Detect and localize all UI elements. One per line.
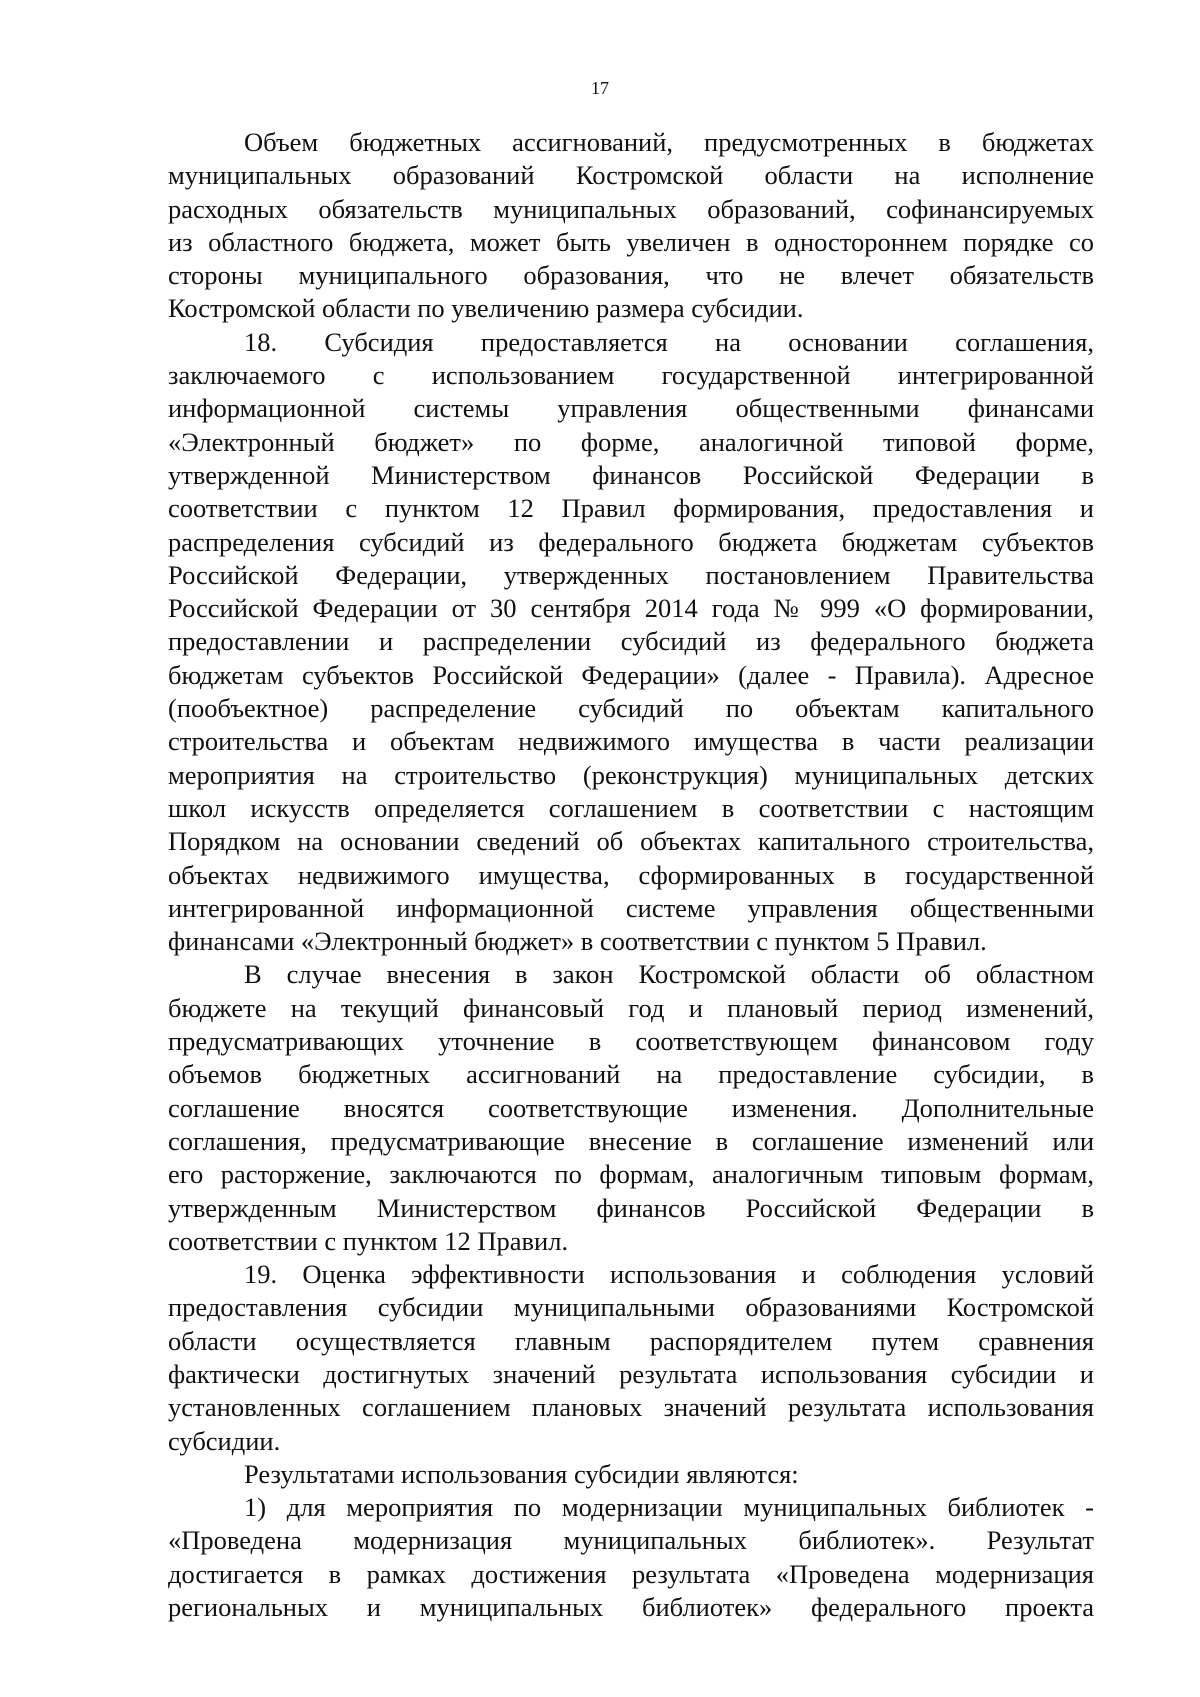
paragraph-list-item-1 (168, 1491, 1094, 1624)
text-line: Порядком на основании сведений об объектах капитального строительства, (168, 826, 1094, 857)
document-body (168, 126, 1094, 1624)
text-line: «Электронный бюджет» по форме, аналогичной типовой форме, (168, 426, 1094, 457)
text-line: школ искусств определяется соглашением в соответствии с настоящим (168, 792, 1094, 823)
text-line: Российской Федерации, утвержденных постановлением Правительства (168, 559, 1094, 590)
text-line: предусматривающих уточнение в соответствующем финансовом году (168, 1026, 1094, 1057)
text-line: распределения субсидий из федерального бюджета бюджетам субъектов (168, 526, 1094, 557)
text-line: области осуществляется главным распорядителем путем сравнения (168, 1325, 1094, 1356)
paragraph-results-intro (168, 1458, 1094, 1491)
text-line: достигается в рамках достижения результата «Проведена модернизация (168, 1558, 1094, 1589)
text-line: мероприятия на строительство (реконструкция) муниципальных детских (168, 759, 1094, 790)
text-line: соглашение вносятся соответствующие изменения. Дополнительные (168, 1092, 1094, 1123)
page-number: 17 (591, 78, 609, 98)
text-line: 19. Оценка эффективности использования и соблюдения условий (244, 1259, 1094, 1290)
text-line: из областного бюджета, может быть увеличен в одностороннем порядке со (168, 226, 1094, 257)
text-line: соглашения, предусматривающие внесение в соглашение изменений или (168, 1125, 1094, 1156)
text-line: установленных соглашением плановых значений результата использования (168, 1392, 1094, 1423)
text-line: утвержденной Министерством финансов Российской Федерации в (168, 459, 1094, 490)
text-line: бюджете на текущий финансовый год и плановый период изменений, (168, 992, 1094, 1023)
text-line: заключаемого с использованием государственной интегрированной (168, 360, 1094, 391)
text-line: расходных обязательств муниципальных образований, софинансируемых (168, 193, 1094, 224)
text-line: объектах недвижимого имущества, сформированных в государственной (168, 859, 1094, 890)
text-line: предоставления субсидии муниципальными образованиями Костромской (168, 1292, 1094, 1323)
text-line: бюджетам субъектов Российской Федерации» (далее - Правила). Адресное (168, 659, 1094, 690)
text-line: 18. Субсидия предоставляется на основании соглашения, (244, 326, 1094, 357)
text-line: информационной системы управления общественными финансами (168, 393, 1094, 424)
text-line: финансами «Электронный бюджет» в соответствии с пунктом 5 Правил. (168, 926, 987, 957)
text-line: соответствии с пунктом 12 Правил. (168, 1225, 569, 1256)
text-line: предоставлении и распределении субсидий из федерального бюджета (168, 626, 1094, 657)
text-line: «Проведена модернизация муниципальных библиотек». Результат (168, 1525, 1094, 1556)
text-line: стороны муниципального образования, что не влечет обязательств (168, 260, 1094, 291)
paragraph-amendments (168, 958, 1094, 1258)
text-line: Российской Федерации от 30 сентября 2014 года № 999 «О формировании, (168, 593, 1094, 624)
text-line: региональных и муниципальных библиотек» федерального проекта (168, 1592, 1094, 1623)
text-line: интегрированной информационной системе управления общественными (168, 892, 1094, 923)
text-line: муниципальных образований Костромской области на исполнение (168, 160, 1094, 191)
text-line: утвержденным Министерством финансов Российской Федерации в (168, 1192, 1094, 1223)
text-line: строительства и объектам недвижимого имущества в части реализации (168, 726, 1094, 757)
text-line: В случае внесения в закон Костромской области об областном (244, 959, 1094, 990)
text-line: 1) для мероприятия по модернизации муниципальных библиотек - (244, 1492, 1094, 1523)
text-line: соответствии с пунктом 12 Правил формирования, предоставления и (168, 493, 1094, 524)
text-line: (пообъектное) распределение субсидий по объектам капитального (168, 693, 1094, 724)
text-line: объемов бюджетных ассигнований на предоставление субсидии, в (168, 1059, 1094, 1090)
text-line: его расторжение, заключаются по формам, аналогичным типовым формам, (168, 1159, 1094, 1190)
paragraph-item-19 (168, 1258, 1094, 1458)
text-line: Костромской области по увеличению размера субсидии. (168, 293, 804, 324)
paragraph-budget-allocations (168, 126, 1094, 326)
text-line: фактически достигнутых значений результата использования субсидии и (168, 1358, 1094, 1389)
text-line: Результатами использования субсидии являются: (244, 1458, 799, 1489)
text-line: Объем бюджетных ассигнований, предусмотренных в бюджетах (244, 127, 1094, 157)
text-line: субсидии. (168, 1425, 281, 1456)
paragraph-item-18 (168, 326, 1094, 959)
